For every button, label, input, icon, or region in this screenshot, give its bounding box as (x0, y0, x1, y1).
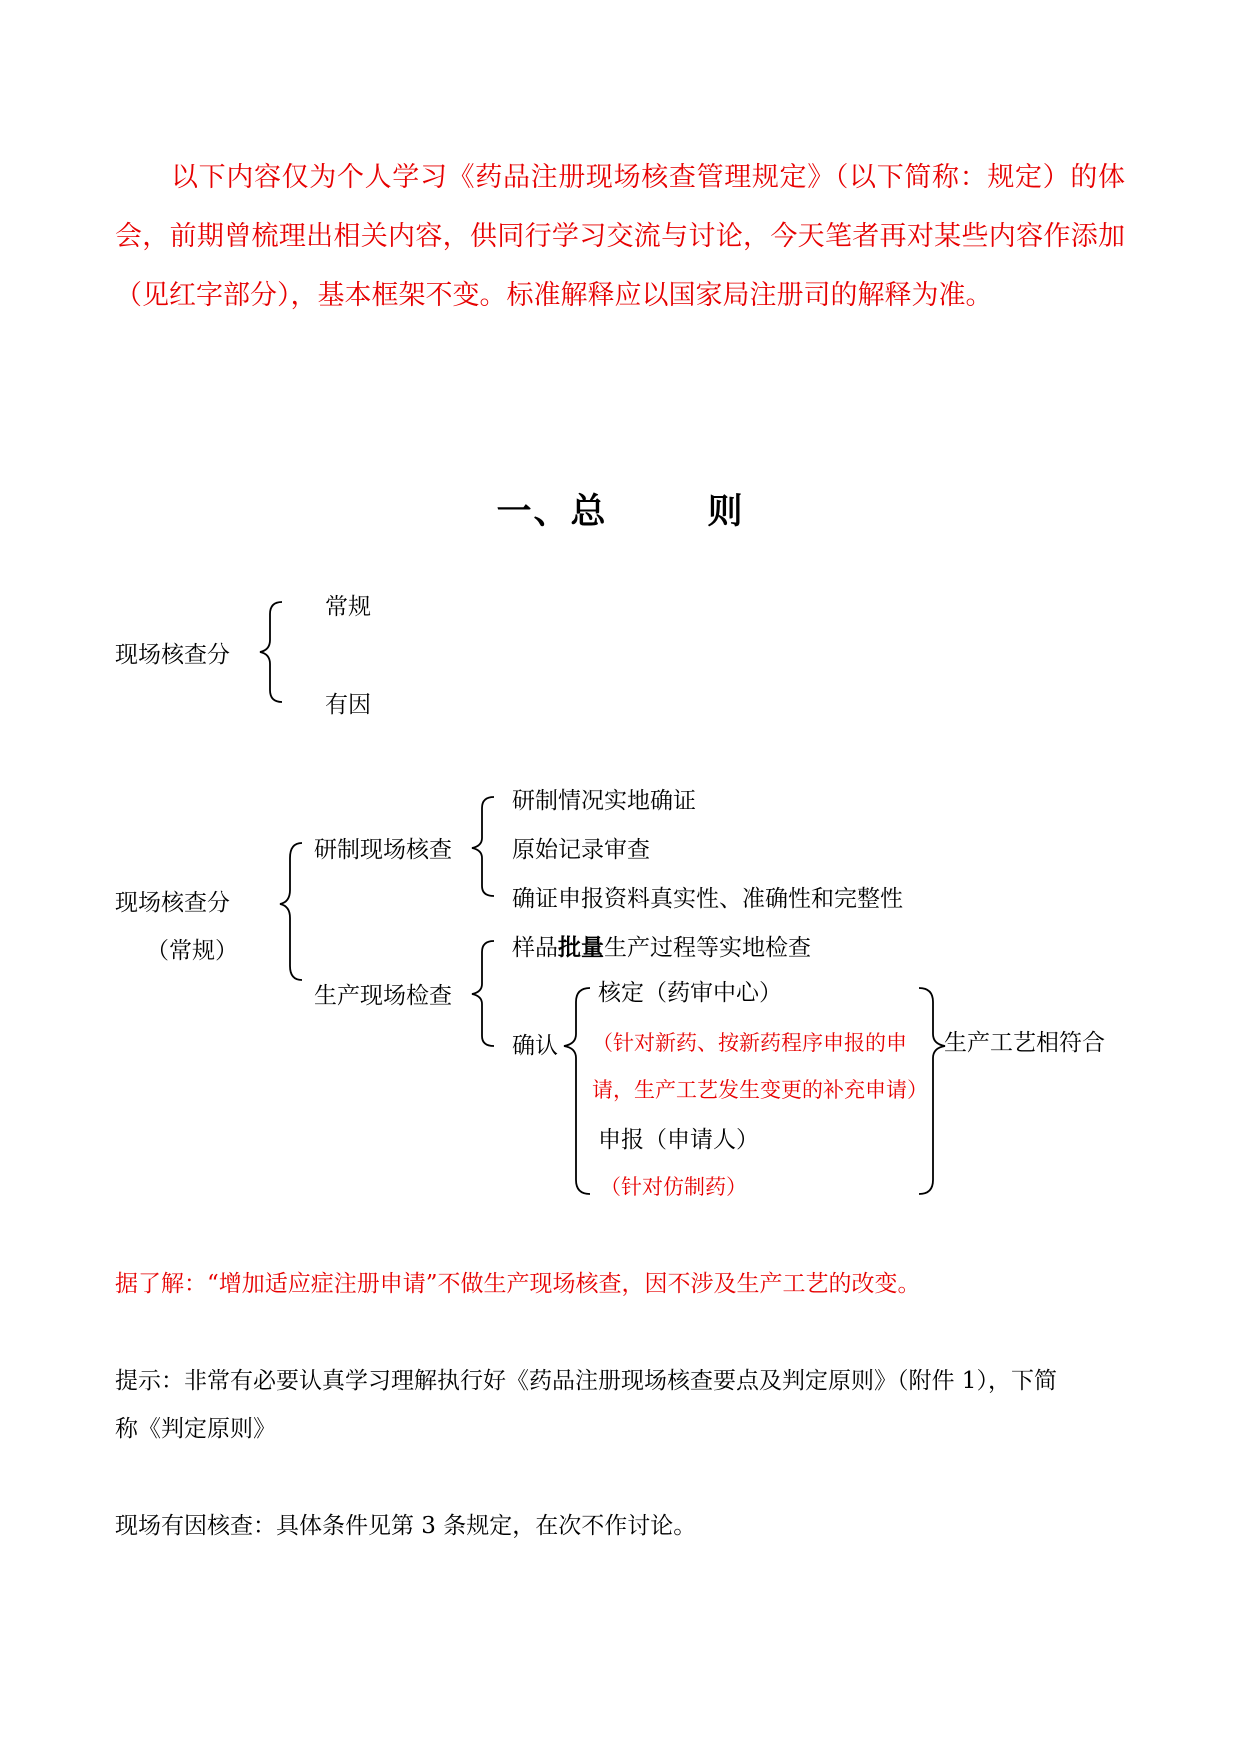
heding-label: 核定（药审中心） (598, 980, 782, 1006)
shengchan-item-1-post: 生产过程等实地检查 (604, 935, 811, 961)
shengchan-item-1 (512, 933, 811, 963)
yanzhi-item-2: 原始记录审查 (512, 837, 650, 863)
brace-main (280, 843, 302, 980)
section-title-part1: 一、总 (496, 491, 608, 532)
shengchan-item-1-pre: 样品 (512, 935, 558, 961)
brace-shengchan (472, 941, 494, 1046)
yanzhi-item-1: 研制情况实地确证 (512, 788, 696, 814)
diagram2-root: 现场核查分 (115, 890, 230, 916)
intro-paragraph: 以下内容仅为个人学习《药品注册现场核查管理规定》（以下简称：规定）的体会，前期曾梳理出相关内容，供同行学习交流与讨论，今天笔者再对某些内容作添加（见红字部分），基本框架不变。标准解释应以国家局注册司的解释为准。 (115, 162, 1125, 311)
tip-line-2: 称《判定原则》 (115, 1416, 276, 1442)
diagram2-root-sub: （常规） (146, 938, 238, 964)
red-note: 据了解：“增加适应症注册申请”不做生产现场核查，因不涉及生产工艺的改变。 (115, 1271, 921, 1297)
shenbao-label: 申报（申请人） (598, 1127, 759, 1153)
yanzhi-item-3: 确证申报资料真实性、准确性和完整性 (512, 886, 903, 912)
section-title-part2: 则 (707, 491, 745, 532)
shengchan-item-1-bold: 批量 (558, 935, 604, 961)
youyin-note: 现场有因核查：具体条件见第 3 条规定，在次不作讨论。 (115, 1513, 697, 1539)
shengchan-label: 生产现场检查 (314, 983, 452, 1009)
brace-diagram1 (260, 602, 282, 702)
heding-note-line2: 请，生产工艺发生变更的补充申请） (592, 1078, 928, 1102)
shenbao-note: （针对仿制药） (600, 1175, 747, 1199)
brace-yanzhi (472, 797, 494, 896)
tip-line-1: 提示：非常有必要认真学习理解执行好《药品注册现场核查要点及判定原则》（附件 1），下简 (115, 1368, 1057, 1394)
brace-confirm (564, 988, 590, 1194)
confirm-label: 确认 (512, 1033, 558, 1059)
diagram1-item-youyin: 有因 (325, 692, 371, 718)
diagram1-root: 现场核查分 (115, 642, 230, 668)
diagram1-item-changgui: 常规 (325, 594, 371, 620)
result-label: 生产工艺相符合 (944, 1030, 1105, 1056)
heding-note-line1: （针对新药、按新药程序申报的申 (592, 1031, 907, 1055)
yanzhi-label: 研制现场核查 (314, 837, 452, 863)
